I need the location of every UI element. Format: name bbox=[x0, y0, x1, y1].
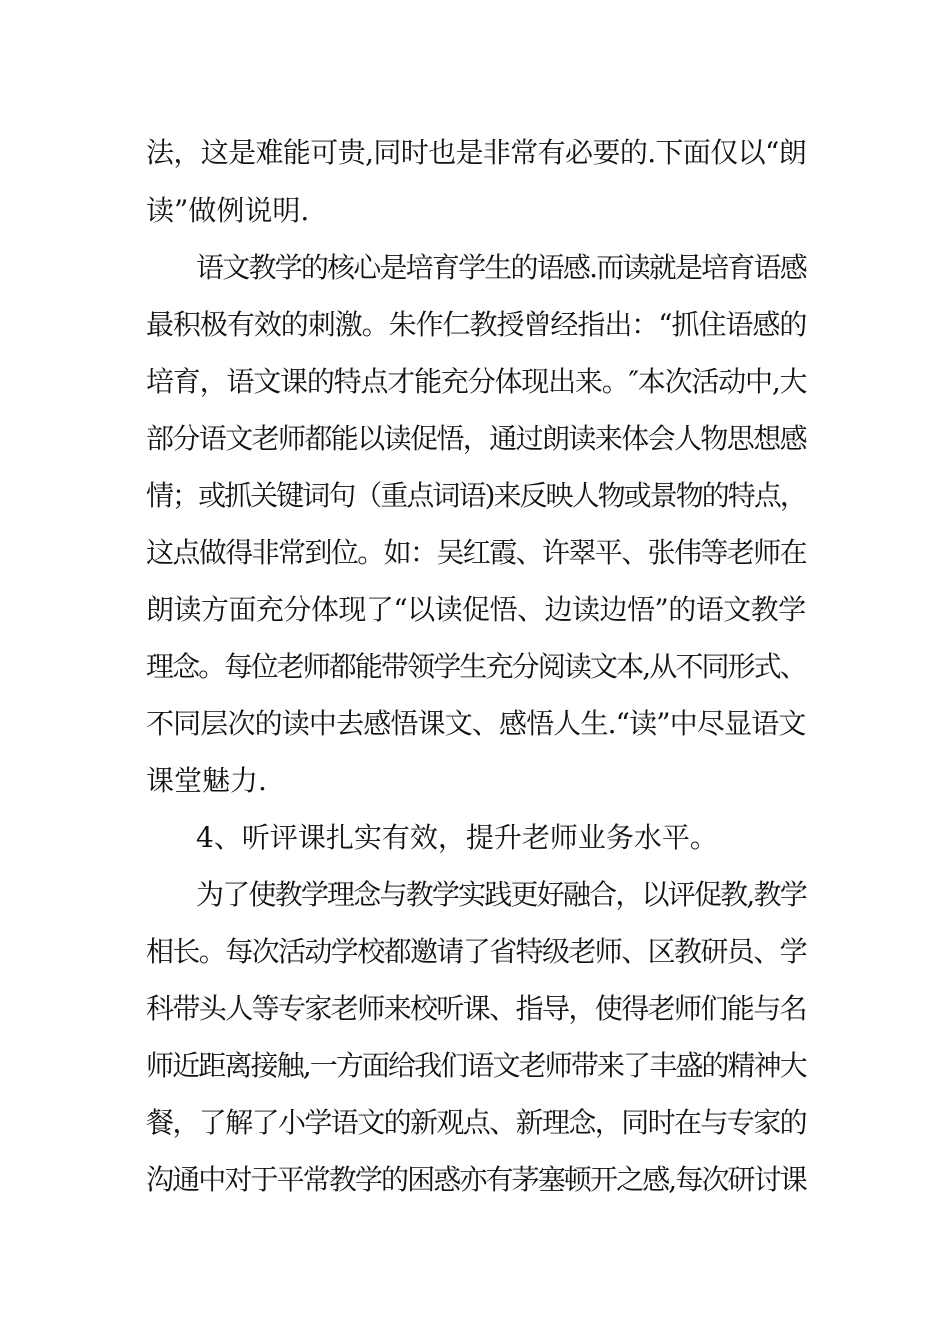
text-line: 理念。每位老师都能带领学生充分阅读文本,从不同形式、 bbox=[146, 650, 806, 683]
text-line: 不同层次的读中去感悟课文、感悟人生.“读”中尽显语文 bbox=[146, 707, 806, 740]
text-line: 餐，了解了小学语文的新观点、新理念，同时在与专家的 bbox=[146, 1106, 807, 1139]
text-line: 情；或抓关键词句（重点词语)来反映人物或景物的特点， bbox=[146, 479, 806, 512]
text-line: 培育，语文课的特点才能充分体现出来。″本次活动中,大 bbox=[146, 365, 807, 398]
text-line: 最积极有效的刺激。朱作仁教授曾经指出：“抓住语感的 bbox=[146, 308, 807, 341]
text-line: 相长。每次活动学校都邀请了省特级老师、区教研员、学 bbox=[146, 935, 807, 968]
text-line: 沟通中对于平常教学的困惑亦有茅塞顿开之感,每次研讨课 bbox=[146, 1163, 806, 1196]
text-line: 课堂魅力. bbox=[146, 764, 267, 797]
text-line: 读”做例说明. bbox=[146, 194, 310, 227]
text-line: 朗读方面充分体现了“以读促悟、边读边悟”的语文教学 bbox=[146, 593, 806, 626]
text-line: 法，这是难能可贵,同时也是非常有必要的.下面仅以“朗 bbox=[146, 136, 807, 169]
section-heading: 4、听评课扎实有效，提升老师业务水平。 bbox=[196, 821, 718, 854]
paragraph-start-line: 语文教学的核心是培育学生的语感.而读就是培育语感 bbox=[196, 251, 806, 284]
text-line: 科带头人等专家老师来校听课、指导，使得老师们能与名 bbox=[146, 992, 807, 1025]
text-line: 这点做得非常到位。如：吴红霞、许翠平、张伟等老师在 bbox=[146, 536, 807, 569]
text-line: 部分语文老师都能以读促悟，通过朗读来体会人物思想感 bbox=[146, 422, 807, 455]
text-line: 师近距离接触,一方面给我们语文老师带来了丰盛的精神大 bbox=[146, 1049, 806, 1082]
paragraph-start-line: 为了使教学理念与教学实践更好融合，以评促教,教学 bbox=[196, 878, 806, 911]
